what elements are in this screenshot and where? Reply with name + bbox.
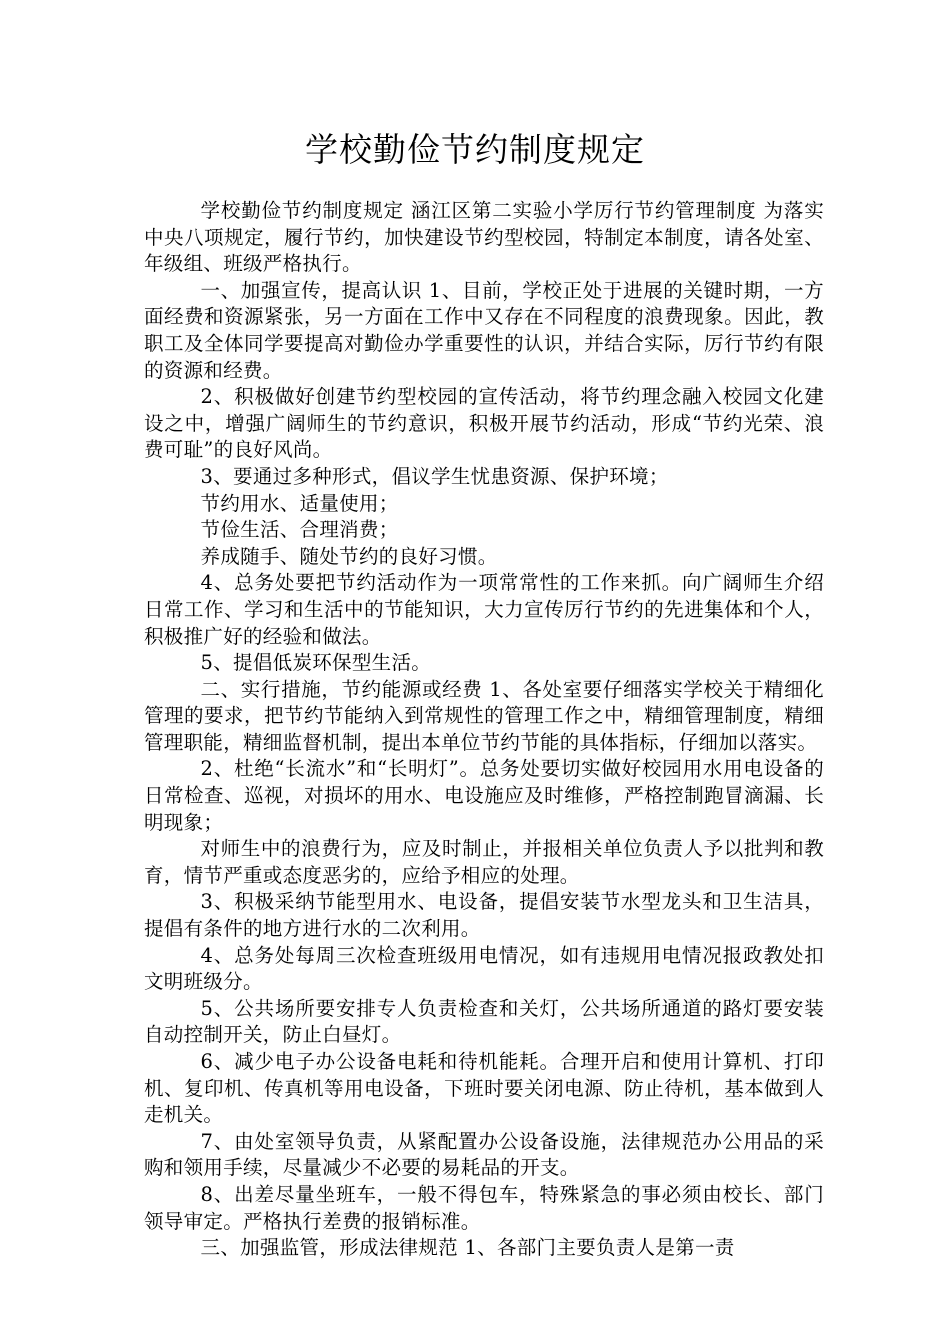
paragraph-section-2-item-4: 4、总务处每周三次检查班级用电情况，如有违规用电情况报政教处扣文明班级分。 bbox=[144, 943, 824, 994]
paragraph-section-1-item-5: 5、提倡低炭环保型生活。 bbox=[200, 651, 432, 675]
paragraph-section-2-item-8: 8、出差尽量坐班车，一般不得包车，特殊紧急的事必须由校长、部门领导审定。严格执行差费的报销标准。 bbox=[144, 1182, 824, 1233]
paragraph-section-2-item-2: 2、杜绝“长流水”和“长明灯”。总务处要切实做好校园用水用电设备的日常检查、巡视，对损坏的用水、电设施应及时维修，严格控制跑冒滴漏、长明现象； bbox=[144, 757, 824, 834]
paragraph-section-3-item-1: 三、加强监管，形成法律规范 1、各部门主要负责人是第一责 bbox=[200, 1236, 735, 1260]
document-title: 学校勤俭节约制度规定 bbox=[305, 130, 645, 169]
paragraph-good-habits: 养成随手、随处节约的良好习惯。 bbox=[200, 544, 498, 568]
paragraph-section-2-item-7: 7、由处室领导负责，从紧配置办公设备设施，法律规范办公用品的采购和领用手续，尽量减少不必要的易耗品的开支。 bbox=[144, 1129, 824, 1180]
paragraph-section-1-item-1: 一、加强宣传，提高认识 1、目前，学校正处于进展的关键时期，一方面经费和资源紧张，另一方面在工作中又存在不同程度的浪费现象。因此，教职工及全体同学要提高对勤俭办学重要性的认识，并结合实际，厉行节约有限的资源和经费。 bbox=[144, 278, 824, 382]
paragraph-intro: 学校勤俭节约制度规定 涵江区第二实验小学厉行节约管理制度 为落实中央八项规定，履行节约，加快建设节约型校园，特制定本制度，请各处室、年级组、班级严格执行。 bbox=[144, 199, 824, 276]
paragraph-section-1-item-2: 2、积极做好创建节约型校园的宣传活动，将节约理念融入校园文化建设之中，增强广阔师生的节约意识，积极开展节约活动，形成“节约光荣、浪费可耻”的良好风尚。 bbox=[144, 385, 824, 462]
document-body bbox=[144, 198, 824, 1262]
paragraph-frugal-living: 节俭生活、合理消费； bbox=[200, 518, 399, 542]
paragraph-section-2-item-3: 3、积极采纳节能型用水、电设备，提倡安装节水型龙头和卫生洁具，提倡有条件的地方进行水的二次利用。 bbox=[144, 890, 824, 941]
paragraph-section-2-item-6: 6、减少电子办公设备电耗和待机能耗。合理开启和使用计算机、打印机、复印机、传真机等用电设备，下班时要关闭电源、防止待机，基本做到人走机关。 bbox=[144, 1050, 824, 1127]
paragraph-section-1-item-4: 4、总务处要把节约活动作为一项常常性的工作来抓。向广阔师生介绍日常工作、学习和生活中的节能知识，大力宣传厉行节约的先进集体和个人，积极推广好的经验和做法。 bbox=[144, 571, 824, 648]
paragraph-section-1-item-3: 3、要通过多种形式，倡议学生忧患资源、保护环境； bbox=[200, 464, 669, 488]
paragraph-section-2-item-5: 5、公共场所要安排专人负责检查和关灯，公共场所通道的路灯要安装自动控制开关，防止白昼灯。 bbox=[144, 996, 824, 1047]
paragraph-section-2-item-1: 二、实行措施，节约能源或经费 1、各处室要仔细落实学校关于精细化管理的要求，把节约节能纳入到常规性的管理工作之中，精细管理制度，精细管理职能，精细监督机制，提出本单位节约节能的具体指标，仔细加以落实。 bbox=[144, 677, 824, 754]
paragraph-waste-handling: 对师生中的浪费行为，应及时制止，并报相关单位负责人予以批判和教育，情节严重或态度恶劣的，应给予相应的处理。 bbox=[144, 837, 824, 887]
paragraph-water-saving: 节约用水、适量使用； bbox=[200, 491, 399, 515]
